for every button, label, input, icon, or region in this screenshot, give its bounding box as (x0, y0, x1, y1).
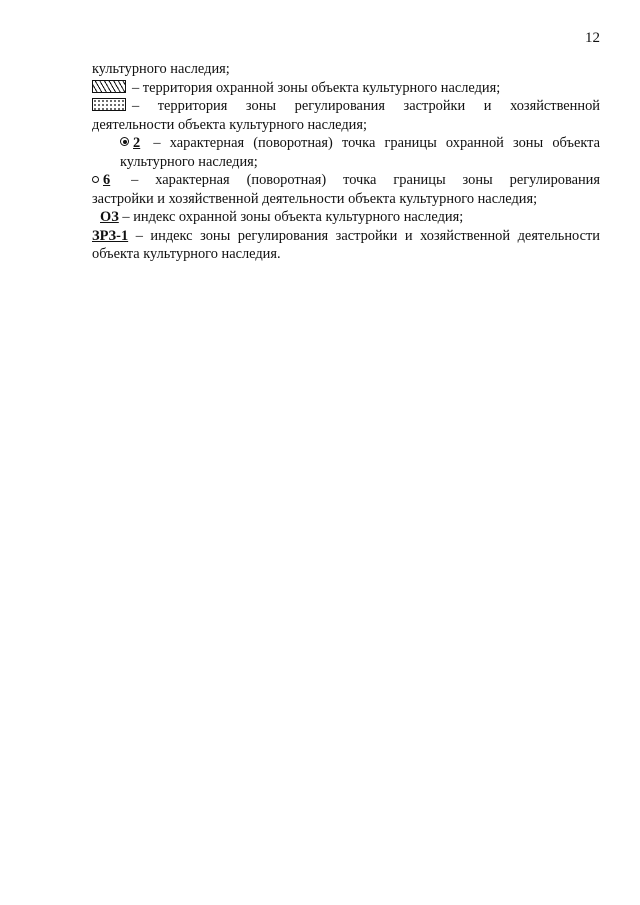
oz-point-text-2: культурного наследия; (120, 153, 258, 170)
page-number: 12 (585, 30, 600, 46)
legend-item-oz-point (92, 134, 600, 153)
legend-item-zrz-point (92, 171, 600, 190)
legend-text-regulation-zone-2: деятельности объекта культурного наследия; (92, 116, 367, 133)
document-body (92, 60, 600, 264)
legend-text-protection-zone: – территория охранной зоны объекта культурного наследия; (132, 79, 501, 96)
legend-text-regulation-zone-1: – территория зоны регулирования застройки и хозяйственной (132, 98, 600, 114)
zrz-index-code: ЗРЗ-1 (92, 227, 129, 244)
oz-point-number: 2 (133, 135, 141, 151)
zrz-index-text-2: объекта культурного наследия. (92, 246, 281, 262)
zrz-point-marker (92, 171, 110, 190)
zrz-point-text-1: – характерная (поворотная) точка границы зоны регулирования (131, 172, 600, 188)
oz-point-text-1: – характерная (поворотная) точка границы охранной зоны объекта (153, 135, 600, 151)
zrz-index-text-1: – индекс зоны регулирования застройки и хозяйственной деятельности (135, 227, 600, 244)
legend-item-regulation-zone (92, 97, 600, 116)
circle-icon (92, 176, 99, 183)
double-circle-icon (120, 137, 129, 146)
oz-index-code: ОЗ (100, 209, 119, 225)
legend-item-oz-index (92, 208, 600, 227)
continuation-line: культурного наследия; (92, 61, 230, 77)
legend-item-zrz-index (92, 227, 600, 246)
zrz-point-text-2: застройки и хозяйственной деятельности объекта культурного наследия; (92, 190, 538, 207)
dots-pattern-icon (92, 98, 126, 111)
oz-index-text: – индекс охранной зоны объекта культурного наследия; (122, 209, 464, 225)
hatch-pattern-icon (92, 80, 126, 93)
oz-point-marker (120, 134, 140, 153)
legend-item-protection-zone (92, 79, 600, 98)
zrz-point-number: 6 (103, 172, 111, 188)
